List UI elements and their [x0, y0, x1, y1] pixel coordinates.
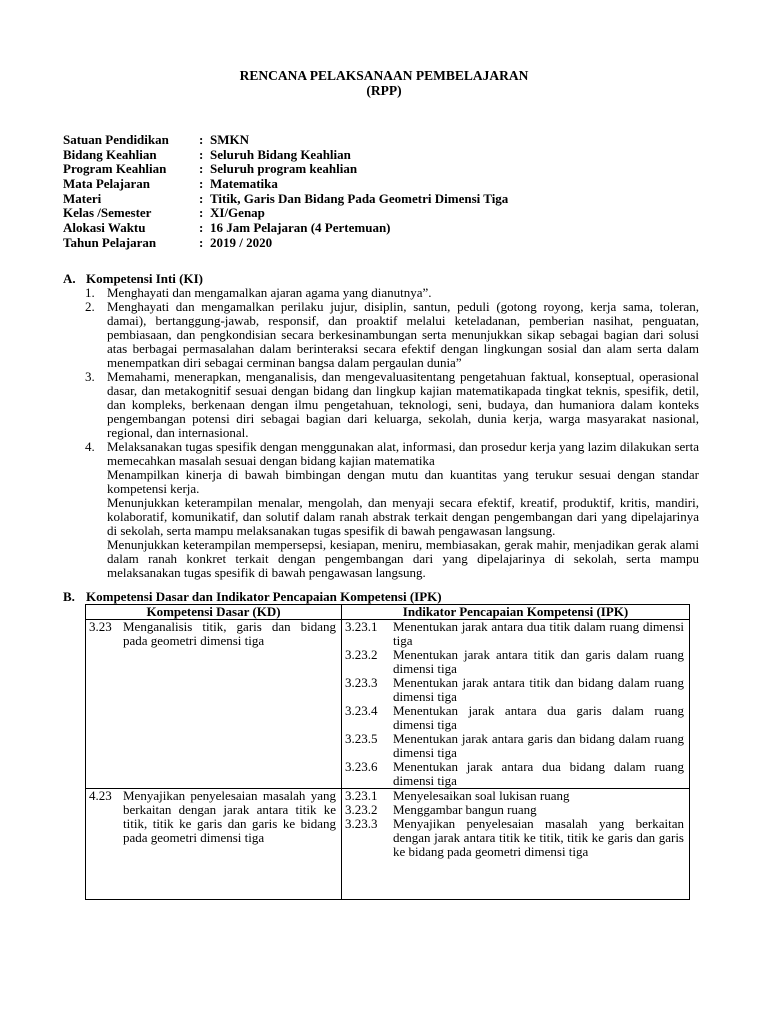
section-letter: A. [63, 271, 76, 286]
list-paragraph: Menghayati dan mengamalkan perilaku jujur, disiplin, santun, peduli (gotong royong, kerja sama, toleran, damai), bertanggung-jawab, responsif, dan proaktif melalui keteladanan, pemberian nasihat, penguatan, pembiasaan, dan pengkondisian secara berkesinambungan serta menunjukkan sikap sebagai bagian dari solusi atas berbagai permasalahan dalam berinteraksi secara efektif dengan lingkungan sosial dan alam serta dalam menempatkan diri sebagai cerminan bangsa dalam pergaulan dunia” [107, 299, 699, 370]
identity-colon: : [199, 220, 204, 236]
ipk-entry [345, 704, 684, 732]
identity-colon: : [199, 132, 204, 147]
identity-row [63, 206, 508, 221]
ipk-entry [345, 648, 684, 676]
identity-value: XI/Genap [210, 205, 265, 221]
ipk-text: Menyajikan penyelesaian masalah yang berkaitan dengan jarak antara titik ke titik, titik ke garis dan garis ke bidang pada geometri dimensi tiga [393, 816, 684, 859]
identity-value: Matematika [210, 176, 278, 192]
ipk-number: 3.23.2 [345, 647, 378, 662]
identity-row [63, 221, 508, 236]
list-paragraph: Memahami, menerapkan, menganalisis, dan mengevaluasitentang pengetahuan faktual, konseptual, operasional dasar, dan metakognitif sesuai dengan bidang dan lingkup kajian matematikapada tingkat teknis, spesifik, detil, dan kompleks, berkenaan dengan ilmu pengetahuan, teknologi, seni, budaya, dan humaniora dalam konteks pengembangan potensi diri sebagai bagian dari keluarga, sekolah, dunia kerja, warga masyarakat nasional, regional, dan internasional. [107, 369, 699, 440]
identity-label: Tahun Pelajaran [63, 234, 157, 250]
identity-label: Kelas /Semester [63, 205, 152, 221]
ipk-text: Menggambar bangun ruang [393, 802, 537, 817]
document-subtitle: (RPP) [366, 83, 402, 98]
identity-colon: : [199, 161, 204, 177]
identity-label: Mata Pelajaran [63, 176, 151, 192]
list-paragraph: Menampilkan kinerja di bawah bimbingan dengan mutu dan kuantitas yang terukur sesuai dengan standar kompetensi kerja. [107, 467, 699, 496]
section-heading-kd-ipk [63, 590, 442, 604]
ipk-entry [345, 676, 684, 704]
identity-colon: : [199, 190, 204, 206]
ipk-text: Menentukan jarak antara dua titik dalam ruang dimensi tiga [393, 619, 684, 648]
section-title: Kompetensi Inti (KI) [86, 271, 203, 286]
table-row [86, 620, 690, 789]
identity-row [63, 192, 508, 207]
ipk-entry [345, 789, 684, 803]
identity-row [63, 148, 508, 163]
table-header-row [86, 605, 690, 620]
ipk-entry [345, 620, 684, 648]
identity-block [63, 133, 508, 251]
kd-cell [86, 789, 342, 900]
kd-number: 4.23 [89, 788, 112, 803]
identity-value: Seluruh Bidang Keahlian [210, 146, 351, 162]
identity-colon: : [199, 176, 204, 192]
kd-cell [86, 620, 342, 789]
identity-value: Titik, Garis Dan Bidang Pada Geometri Dimensi Tiga [210, 190, 509, 206]
ipk-entry [345, 817, 684, 859]
ipk-text: Menentukan jarak antara garis dan bidang dalam ruang dimensi tiga [393, 731, 684, 760]
list-paragraph: Menunjukkan keterampilan mempersepsi, kesiapan, meniru, membiasakan, gerak mahir, menjadikan gerak alami dalam ranah konkret terkait dengan pengembangan dari yang dipelajarinya di sekolah, serta mampu melaksanakan tugas spesifik di bawah pengawasan langsung. [107, 537, 699, 580]
ipk-text: Menentukan jarak antara titik dan bidang dalam ruang dimensi tiga [393, 675, 684, 704]
identity-colon: : [199, 146, 204, 162]
section-title: Kompetensi Dasar dan Indikator Pencapaian Kompetensi (IPK) [86, 589, 442, 604]
identity-label: Bidang Keahlian [63, 146, 157, 162]
kd-entry [89, 789, 336, 845]
ipk-number: 3.23.3 [345, 816, 378, 831]
section-heading [63, 272, 699, 286]
ipk-number: 3.23.4 [345, 703, 378, 718]
ki-list [85, 286, 699, 580]
ipk-number: 3.23.6 [345, 759, 378, 774]
ipk-number: 3.23.3 [345, 675, 378, 690]
ipk-entry [345, 732, 684, 760]
ipk-entry [345, 803, 684, 817]
kd-ipk-table [85, 604, 690, 900]
ipk-number: 3.23.1 [345, 619, 378, 634]
identity-colon: : [199, 205, 204, 221]
ipk-cell [342, 620, 690, 789]
identity-row [63, 133, 508, 148]
identity-row [63, 162, 508, 177]
identity-value: 16 Jam Pelajaran (4 Pertemuan) [210, 220, 391, 236]
list-item [85, 370, 699, 440]
identity-row [63, 177, 508, 192]
kd-text: Menyajikan penyelesaian masalah yang berkaitan dengan jarak antara titik ke titik, titik ke garis dan garis ke bidang pada geometri dimensi tiga [123, 788, 336, 845]
list-number: 3. [85, 369, 95, 384]
ipk-text: Menyelesaikan soal lukisan ruang [393, 788, 570, 803]
ipk-text: Menentukan jarak antara dua bidang dalam ruang dimensi tiga [393, 759, 684, 788]
identity-value: 2019 / 2020 [210, 234, 273, 250]
identity-row [63, 236, 508, 251]
list-number: 2. [85, 299, 95, 314]
kd-text: Menganalisis titik, garis dan bidang pada geometri dimensi tiga [123, 619, 336, 648]
list-item [85, 286, 699, 300]
list-paragraph: Menunjukkan keterampilan menalar, mengolah, dan menyaji secara efektif, kreatif, produktif, kritis, mandiri, kolaboratif, komunikatif, dan solutif dalam ranah abstrak terkait dengan pengembangan dari yang dipelajarinya di sekolah, serta mampu melaksanakan tugas spesifik di bawah pengawasan langsung. [107, 495, 699, 538]
ipk-entry [345, 760, 684, 788]
identity-value: SMKN [210, 132, 249, 147]
identity-label: Alokasi Waktu [63, 220, 146, 236]
list-paragraph: Menghayati dan mengamalkan ajaran agama yang dianutnya”. [107, 285, 432, 300]
ipk-text: Menentukan jarak antara titik dan garis dalam ruang dimensi tiga [393, 647, 684, 676]
ipk-number: 3.23.1 [345, 788, 378, 803]
section-letter: B. [63, 589, 75, 604]
list-item [85, 300, 699, 370]
identity-label: Satuan Pendidikan [63, 132, 169, 147]
kd-number: 3.23 [89, 619, 112, 634]
ipk-number: 3.23.5 [345, 731, 378, 746]
ipk-number: 3.23.2 [345, 802, 378, 817]
identity-colon: : [199, 234, 204, 250]
identity-label: Program Keahlian [63, 161, 167, 177]
table-row [86, 789, 690, 900]
ipk-cell [342, 789, 690, 900]
kd-entry [89, 620, 336, 648]
identity-label: Materi [63, 190, 102, 206]
column-header-kd: Kompetensi Dasar (KD) [86, 605, 342, 620]
column-header-ipk: Indikator Pencapaian Kompetensi (IPK) [342, 605, 690, 620]
list-number: 4. [85, 439, 95, 454]
ipk-text: Menentukan jarak antara dua garis dalam ruang dimensi tiga [393, 703, 684, 732]
document-title: RENCANA PELAKSANAAN PEMBELAJARAN [239, 68, 529, 83]
list-item [85, 440, 699, 580]
list-paragraph: Melaksanakan tugas spesifik dengan menggunakan alat, informasi, dan prosedur kerja yang lazim dilakukan serta memecahkan masalah sesuai dengan bidang kajian matematika [107, 439, 699, 468]
list-number: 1. [85, 285, 95, 300]
identity-value: Seluruh program keahlian [210, 161, 358, 177]
section-kompetensi-inti [63, 271, 699, 580]
